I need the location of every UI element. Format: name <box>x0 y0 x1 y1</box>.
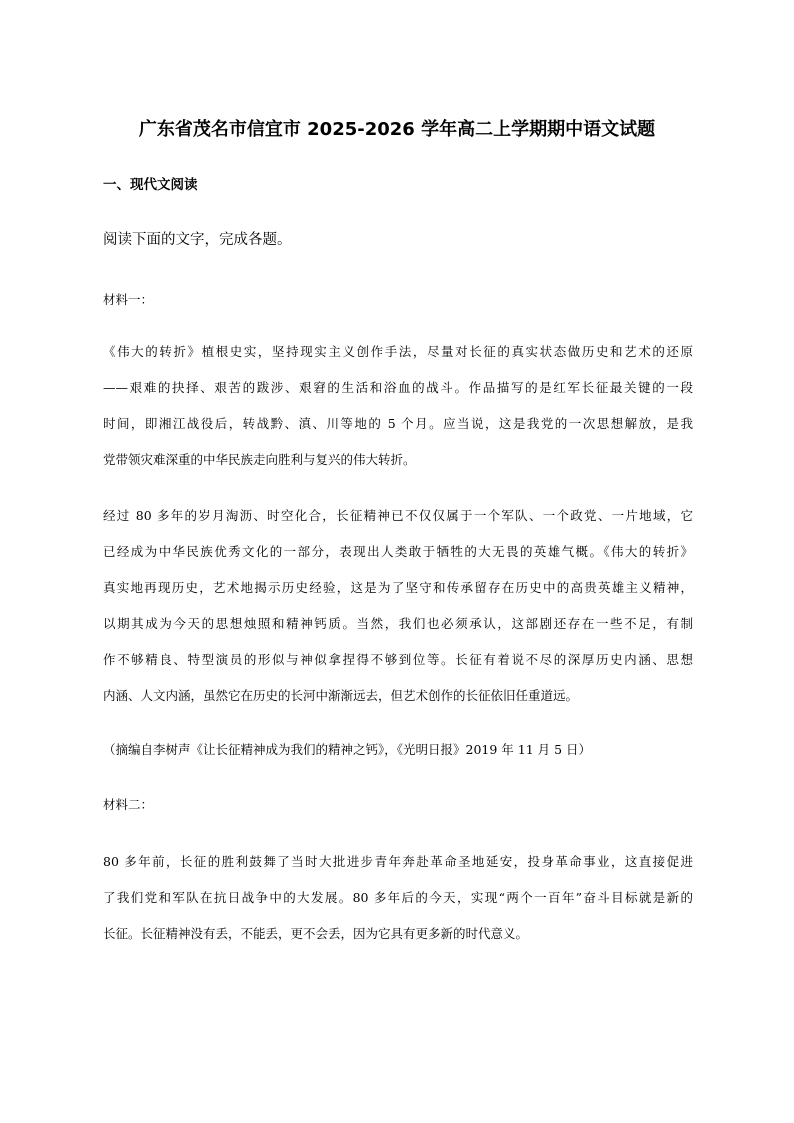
section-heading: 一、现代文阅读 <box>103 177 198 193</box>
material-two-label: 材料二： <box>103 797 154 812</box>
paragraph-line: 了我们党和军队在抗日战争中的大发展。80 多年后的今天，实现“两个一百年”奋斗目标就是新的 <box>103 890 693 905</box>
paragraph-line: 80 多年前，长征的胜利鼓舞了当时大批进步青年奔赴革命圣地延安，投身革命事业，这直接促进 <box>103 854 693 869</box>
paragraph-line: 党带领灾难深重的中华民族走向胜利与复兴的伟大转折。 <box>103 452 416 467</box>
paragraph-line: 已经成为中华民族优秀文化的一部分，表现出人类敢于牺牲的大无畏的英雄气概。《伟大的转折》 <box>103 544 693 559</box>
paragraph-line: ——艰难的抉择、艰苦的跋涉、艰窘的生活和浴血的战斗。作品描写的是红军长征最关键的一段 <box>103 380 693 395</box>
material-one-paragraph-one <box>103 343 693 487</box>
paragraph-line: 长征。长征精神没有丢，不能丢，更不会丢，因为它具有更多新的时代意义。 <box>103 926 529 941</box>
reading-instruction: 阅读下面的文字，完成各题。 <box>103 232 292 248</box>
paragraph-line: 作不够精良、特型演员的形似与神似拿捏得不够到位等。长征有着说不尽的深厚历史内涵、思想 <box>103 652 693 667</box>
paragraph-line: 时间，即湘江战役后，转战黔、滇、川等地的 5 个月。应当说，这是我党的一次思想解放，是我 <box>103 416 693 431</box>
paragraph-line: 真实地再现历史，艺术地揭示历史经验，这是为了坚守和传承留存在历史中的高贵英雄主义精神， <box>103 580 693 595</box>
material-one-paragraph-two <box>103 507 693 723</box>
document-title: 广东省茂名市信宜市 2025-2026 学年高二上学期期中语文试题 <box>138 119 656 140</box>
material-two-paragraph-one <box>103 853 693 961</box>
paragraph-line: 内涵、人文内涵，虽然它在历史的长河中渐渐远去，但艺术创作的长征依旧任重道远。 <box>103 688 579 703</box>
material-one-label: 材料一： <box>103 292 154 307</box>
paragraph-line: 《伟大的转折》植根史实，坚持现实主义创作手法，尽量对长征的真实状态做历史和艺术的还原 <box>103 344 693 359</box>
paragraph-line: 经过 80 多年的岁月淘沥、时空化合，长征精神已不仅仅属于一个军队、一个政党、一片地域，它 <box>103 508 693 523</box>
material-one-source-citation: （摘编自李树声《让长征精神成为我们的精神之钙》，《光明日报》2019 年 11 月 5 日） <box>103 742 592 757</box>
paragraph-line: 以期其成为今天的思想烛照和精神钙质。当然，我们也必须承认，这部剧还存在一些不足，有制 <box>103 616 693 631</box>
